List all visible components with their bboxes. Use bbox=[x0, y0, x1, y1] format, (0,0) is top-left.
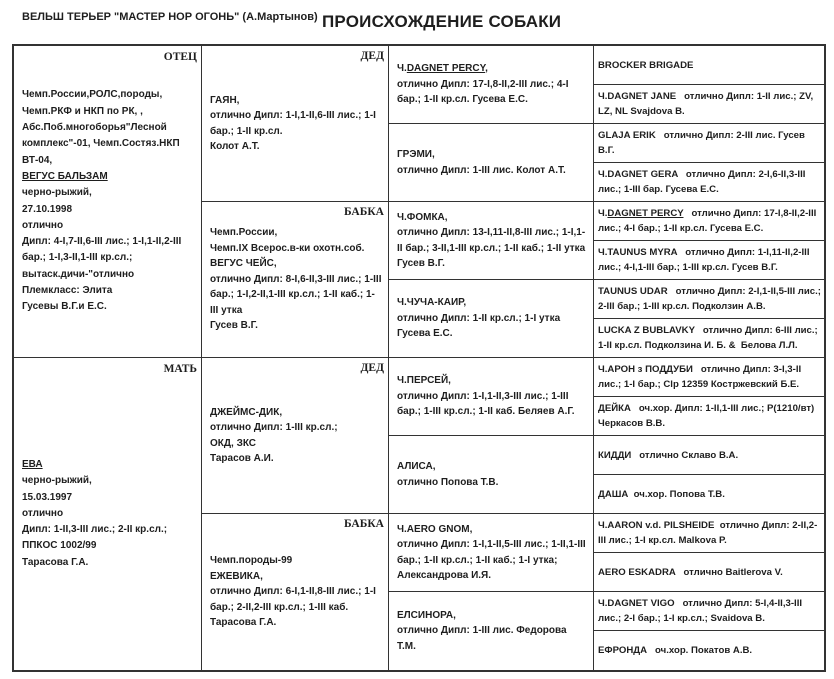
pedigree-line: LUCKA Z BUBLAVKY отлично Дипл: 6-III лис.; 1-II кр.сл. Подколзина И. Б. & Белова Л.Л. bbox=[598, 325, 821, 351]
dog-name: DAGNET PERCY bbox=[406, 63, 486, 75]
pedigree-line: 15.03.1997 bbox=[22, 491, 73, 503]
great-great-grandparent-cell bbox=[594, 46, 826, 85]
great-grandparent-cell bbox=[389, 202, 594, 280]
pedigree-line: ЕЛСИНОРА, bbox=[397, 609, 456, 621]
relation-label: ОТЕЦ bbox=[163, 51, 197, 63]
great-great-grandparent-cell bbox=[594, 631, 826, 670]
pedigree-line: Дипл: 1-II,3-III лис.; 2-II кр.сл.; bbox=[22, 524, 168, 536]
pedigree-line: ВЕГУС ЧЕЙС, bbox=[210, 258, 277, 270]
dam-cell bbox=[14, 358, 202, 670]
pedigree-line: Тарасов А.И. bbox=[210, 453, 274, 464]
pedigree-line: TAUNUS UDAR отлично Дипл: 2-I,1-II,5-III лис.; 2-III бар.; 1-III кр.сл. Подколзин А.В. bbox=[598, 286, 824, 312]
pedigree-line: черно-рыжий, bbox=[22, 187, 92, 199]
pedigree-line: отлично bbox=[22, 219, 64, 231]
pedigree-line bbox=[22, 169, 195, 185]
great-great-grandparent-cell bbox=[594, 475, 826, 514]
great-grandparent-cell bbox=[389, 514, 594, 592]
great-great-grandparent-cell bbox=[594, 85, 826, 124]
pedigree-line: АЛИСА, bbox=[397, 461, 436, 472]
pedigree-line: ДЖЕЙМС-ДИК, bbox=[210, 406, 283, 418]
relation-label: ДЕД bbox=[360, 362, 384, 374]
pedigree-line: AERO ESKADRA отлично Baitlerova V. bbox=[598, 566, 783, 578]
relation-label: БАБКА bbox=[343, 206, 384, 218]
pedigree-line: Колот А.Т. bbox=[210, 141, 260, 152]
pedigree-line: Ч.DAGNET JANE отлично Дипл: 1-II лис.; ZV, LZ, NL Svajdova B. bbox=[598, 91, 816, 117]
pedigree-line: Гусев В.Г. bbox=[210, 320, 258, 332]
great-great-grandparent-cell bbox=[594, 124, 826, 163]
pedigree-line: комплекс"-01, Чемп.Состяз.НКП bbox=[22, 138, 180, 150]
pedigree-line: отлично Попова Т.В. bbox=[397, 476, 499, 488]
great-grandparent-cell bbox=[389, 124, 594, 202]
pedigree-line bbox=[22, 457, 195, 473]
relation-label: ДЕД bbox=[360, 50, 384, 62]
dog-name: ЕВА bbox=[22, 458, 43, 470]
great-grandparent-cell bbox=[389, 46, 594, 124]
great-great-grandparent-cell bbox=[594, 202, 826, 241]
pedigree-table bbox=[12, 44, 826, 672]
pedigree-line: ППКОС 1002/99 bbox=[22, 540, 97, 552]
pedigree-line: ГРЭМИ, bbox=[397, 149, 435, 160]
maternal-grandsire-cell bbox=[202, 358, 389, 514]
pedigree-line: Гусевы В.Г.и Е.С. bbox=[22, 301, 107, 313]
great-great-grandparent-cell bbox=[594, 436, 826, 475]
pedigree-line: Абс.Поб.многоборья"Лесной bbox=[22, 122, 167, 134]
pedigree-line: ДЕЙКА оч.хор. Дипл: 1-II,1-III лис.; Р(1210/вт) Черкасов В.В. bbox=[598, 403, 817, 429]
pedigree-line: ЕФРОНДА оч.хор. Покатов А.В. bbox=[598, 645, 753, 656]
pedigree-line: вытаск.дичи-"отлично bbox=[22, 268, 135, 280]
pedigree-line: Ч.DAGNET VIGO отлично Дипл: 5-I,4-II,3-III лис.; 2-I бар.; 1-I кр.сл.; Svaidova B. bbox=[598, 598, 805, 624]
pedigree-line: ДАША оч.хор. Попова Т.В. bbox=[598, 488, 725, 500]
great-great-grandparent-cell bbox=[594, 592, 826, 631]
dog-name: DAGNET PERCY bbox=[607, 208, 684, 219]
pedigree-line: ЕЖЕВИКА, bbox=[210, 570, 263, 582]
pedigree-line: отлично Дипл: 1-II кр.сл.; 1-I утка Гусева Е.С. bbox=[397, 312, 561, 340]
pedigree-line: Племкласс: Элита bbox=[22, 284, 113, 296]
pedigree-line: отлично bbox=[22, 507, 64, 519]
pedigree-line: Ч.АРОН з ПОДДУБИ отлично Дипл: 3-I,3-II лис.; 1-I бар.; Clp 12359 Костржевский Б.Е. bbox=[598, 364, 804, 390]
great-great-grandparent-cell bbox=[594, 280, 826, 319]
text-segment: , bbox=[485, 63, 488, 75]
text-segment: Ч. bbox=[598, 208, 608, 219]
pedigree-line: отлично Дипл: 6-I,1-II,8-III лис.; 1-I бар.; 2-II,2-III кр.сл.; 1-III каб. bbox=[210, 586, 376, 613]
pedigree-line: Ч.AARON v.d. PILSHEIDE отлично Дипл: 2-II,2-III лис.; 1-I кр.сл. Malkova P. bbox=[598, 520, 818, 546]
pedigree-line: GLAJA ERIK отлично Дипл: 2-III лис. Гусев В.Г. bbox=[598, 130, 808, 156]
pedigree-line: Ч.ПЕРСЕЙ, bbox=[397, 375, 451, 387]
pedigree-line: отлично Дипл: 1-I,1-II,5-III лис.; 1-II,1-III бар.; 1-II кр.сл.; 1-II каб.; 1-I утка; Александрова И.Я. bbox=[397, 539, 586, 581]
great-grandparent-cell bbox=[389, 436, 594, 514]
paternal-granddam-cell bbox=[202, 202, 389, 358]
sire-cell bbox=[14, 46, 202, 358]
pedigree-line: Чемп.IX Всерос.в-ки охотн.соб. bbox=[210, 242, 365, 254]
pedigree-line: КИДДИ отлично Склаво В.А. bbox=[598, 449, 739, 461]
great-great-grandparent-cell bbox=[594, 241, 826, 280]
pedigree-line: отлично Дипл: 17-I,8-II,2-III лис.; 4-I бар.; 1-II кр.сл. Гусева Е.С. bbox=[397, 78, 569, 106]
pedigree-line bbox=[397, 61, 587, 77]
pedigree-line: отлично Дипл: 1-III лис. Федорова Т.М. bbox=[397, 625, 567, 652]
pedigree-line: Дипл: 4-I,7-II,6-III лис.; 1-I,1-II,2-III bbox=[22, 236, 182, 248]
maternal-granddam-cell bbox=[202, 514, 389, 670]
pedigree-line: ВТ-04, bbox=[22, 154, 53, 166]
pedigree-line: Ч.TAUNUS MYRA отлично Дипл: 1-I,11-II,2-III лис.; 4-I,1-III бар.; 1-III кр.сл. Гусев В.Г. bbox=[598, 247, 813, 273]
pedigree-line: отлично Дипл: 1-I,1-II,6-III лис.; 1-I бар.; 1-II кр.сл. bbox=[210, 110, 376, 137]
great-great-grandparent-cell bbox=[594, 163, 826, 202]
text-segment: Ч. bbox=[397, 63, 407, 75]
pedigree-line: 27.10.1998 bbox=[22, 203, 73, 215]
great-grandparent-cell bbox=[389, 358, 594, 436]
great-great-grandparent-cell bbox=[594, 553, 826, 592]
great-great-grandparent-cell bbox=[594, 319, 826, 358]
great-grandparent-cell bbox=[389, 592, 594, 670]
pedigree-line: BROCKER BRIGADE bbox=[598, 59, 694, 71]
pedigree-line: ОКД, ЗКС bbox=[210, 437, 257, 449]
relation-label: МАТЬ bbox=[163, 363, 197, 375]
pedigree-line: Ч.DAGNET GERA отлично Дипл: 2-I,6-II,3-III лис.; 1-III бар. Гусева Е.С. bbox=[598, 169, 809, 195]
pedigree-line: Ч.ЧУЧА-КАИР, bbox=[397, 297, 467, 309]
pedigree-line: отлично Дипл: 1-I,1-II,3-III лис.; 1-III бар.; 1-III кр.сл.; 1-II каб. Беляев А.Г. bbox=[397, 390, 575, 418]
great-great-grandparent-cell bbox=[594, 397, 826, 436]
pedigree-line bbox=[598, 206, 823, 236]
pedigree-line: Ч.AERO GNOM, bbox=[397, 523, 473, 535]
pedigree-line: Тарасова Г.А. bbox=[22, 556, 89, 568]
pedigree-line: Тарасова Г.А. bbox=[210, 617, 277, 629]
pedigree-line: ГАЯН, bbox=[210, 94, 240, 106]
text-segment: отлично Дипл: 17-I,8-II,2-III лис.; 4-I бар.; 1-II кр.сл. Гусева Е.С. bbox=[598, 208, 819, 234]
pedigree-line: отлично Дипл: 8-I,6-II,3-III лис.; 1-III бар.; 1-I,2-II,1-III кр.сл.; 1-II каб.; 1-III утка bbox=[210, 273, 382, 316]
pedigree-line: отлично Дипл: 1-III лис. Колот А.Т. bbox=[397, 164, 566, 176]
pedigree-line: бар.; 1-I,3-II,1-III кр.сл.; bbox=[22, 252, 133, 264]
great-grandparent-cell bbox=[389, 280, 594, 358]
relation-label: БАБКА bbox=[343, 518, 384, 530]
paternal-grandsire-cell bbox=[202, 46, 389, 202]
great-great-grandparent-cell bbox=[594, 358, 826, 397]
pedigree-line: отлично Дипл: 13-I,11-II,8-III лис.; 1-I,1-II бар.; 3-II,1-III кр.сл.; 1-II каб.; 1-II утка Гусев В.Г. bbox=[397, 227, 586, 269]
pedigree-line: Чемп.РКФ и НКП по РК, , bbox=[22, 105, 143, 117]
pedigree-line: Чемп.России, bbox=[210, 227, 278, 239]
breed-title: ВЕЛЬШ ТЕРЬЕР "МАСТЕР НОР ОГОНЬ" (А.Мартынов) bbox=[22, 11, 318, 23]
pedigree-line: Чемп.породы-99 bbox=[210, 555, 293, 567]
pedigree-line: черно-рыжий, bbox=[22, 475, 92, 487]
pedigree-line: отлично Дипл: 1-III кр.сл.; bbox=[210, 422, 338, 433]
document-title: ПРОИСХОЖДЕНИЕ СОБАКИ bbox=[322, 12, 562, 31]
dog-name: ВЕГУС БАЛЬЗАМ bbox=[22, 170, 108, 182]
pedigree-line: Ч.ФОМКА, bbox=[397, 211, 448, 223]
great-great-grandparent-cell bbox=[594, 514, 826, 553]
pedigree-line: Чемп.России,РОЛС,породы, bbox=[22, 89, 163, 101]
